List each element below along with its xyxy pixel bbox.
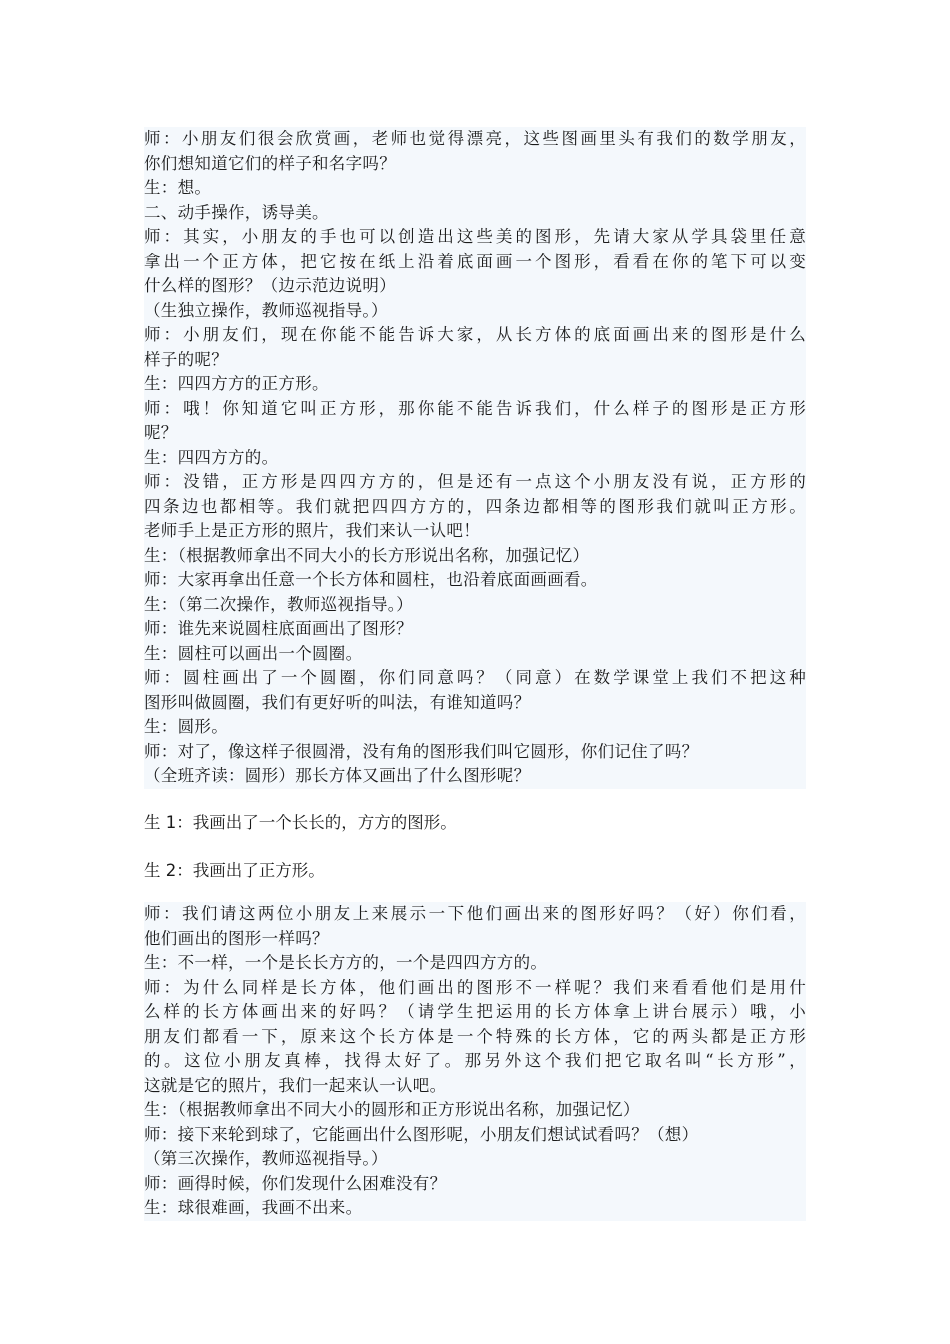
text-line: 师：接下来轮到球了，它能画出什么图形呢，小朋友们想试试看吗？（想） [144, 1124, 699, 1144]
text-line: 么样的长方体画出来的好吗？（请学生把运用的长方体拿上讲台展示）哦，小 [144, 1002, 806, 1021]
text-line: 师：哦！你知道它叫正方形，那你能不能告诉我们，什么样子的图形是正方形 [144, 398, 806, 418]
text-line: 生：不一样，一个是长长方方的，一个是四四方方的。 [144, 953, 548, 972]
student-answer-2: 生 2：我画出了正方形。 [144, 861, 325, 880]
text-line: 师：画得时候，你们发现什么困难没有？ [144, 1173, 447, 1193]
text-line: 师：其实，小朋友的手也可以创造出这些美的图形，先请大家从学具袋里任意 [144, 227, 806, 246]
text-line: 什么样的图形？（边示范边说明） [144, 276, 396, 295]
text-line: 师：没错，正方形是四四方方的，但是还有一点这个小朋友没有说，正方形的 [144, 472, 806, 491]
text-line: 生：四四方方的正方形。 [144, 374, 329, 393]
text-line: 师：大家再拿出任意一个长方体和圆柱，也沿着底面画画看。 [144, 570, 598, 589]
text-line: 二、动手操作，诱导美。 [144, 202, 329, 222]
text-line: 生：（根据教师拿出不同大小的长方形说出名称，加强记忆） [144, 545, 590, 565]
text-line: （生独立操作，教师巡视指导。） [144, 300, 388, 320]
text-line: 他们画出的图形一样吗？ [144, 928, 329, 948]
text-line: 生：（第二次操作，教师巡视指导。） [144, 594, 414, 614]
text-line: 这就是它的照片，我们一起来认一认吧。 [144, 1075, 447, 1095]
text-line: 师：为什么同样是长方体，他们画出的图形不一样呢？我们来看看他们是用什 [144, 977, 806, 997]
text-line: 样子的呢？ [144, 349, 228, 369]
text-line: 呢？ [144, 423, 178, 442]
text-line: 师：圆柱画出了一个圆圈，你们同意吗？（同意）在数学课堂上我们不把这种 [144, 668, 806, 687]
text-line: 生：（根据教师拿出不同大小的圆形和正方形说出名称，加强记忆） [144, 1100, 640, 1119]
text-line: 生：圆柱可以画出一个圆圈。 [144, 643, 363, 663]
text-line: 你们想知道它们的样子和名字吗？ [144, 153, 396, 173]
text-line: （全班齐读：圆形）那长方体又画出了什么图形呢？ [144, 766, 531, 785]
text-line: 师：谁先来说圆柱底面画出了图形？ [144, 619, 413, 638]
text-line: 师：小朋友们很会欣赏画，老师也觉得漂亮，这些图画里头有我们的数学朋友， [144, 129, 806, 148]
text-line: 师：对了，像这样子很圆滑，没有角的图形我们叫它圆形，你们记住了吗？ [144, 741, 699, 761]
dialogue-block-2 [144, 902, 806, 1221]
text-line: 朋友们都看一下，原来这个长方体是一个特殊的长方体，它的两头都是正方形 [144, 1026, 806, 1046]
text-line: 拿出一个正方体，把它按在纸上沿着底面画一个图形，看看在你的笔下可以变 [144, 251, 806, 271]
text-line: 四条边也都相等。我们就把四四方方的，四条边都相等的图形我们就叫正方形。 [144, 496, 806, 516]
text-line: 生：四四方方的。 [144, 447, 279, 467]
text-line: 师：小朋友们，现在你能不能告诉大家，从长方体的底面画出来的图形是什么 [144, 325, 806, 344]
text-line: 师：我们请这两位小朋友上来展示一下他们画出来的图形好吗？（好）你们看， [144, 904, 806, 923]
text-line: （第三次操作，教师巡视指导。） [144, 1149, 388, 1168]
dialogue-block-1 [144, 127, 806, 789]
text-line: 生：球很难画，我画不出来。 [144, 1198, 363, 1217]
text-line: 的。这位小朋友真棒，找得太好了。那另外这个我们把它取名叫“长方形”， [144, 1051, 806, 1070]
student-answer-1: 生 1：我画出了一个长长的，方方的图形。 [144, 813, 457, 832]
text-line: 老师手上是正方形的照片，我们来认一认吧！ [144, 521, 480, 540]
text-line: 图形叫做圆圈，我们有更好听的叫法，有谁知道吗？ [144, 692, 531, 712]
text-line: 生：圆形。 [144, 717, 228, 736]
text-line: 生：想。 [144, 178, 212, 197]
